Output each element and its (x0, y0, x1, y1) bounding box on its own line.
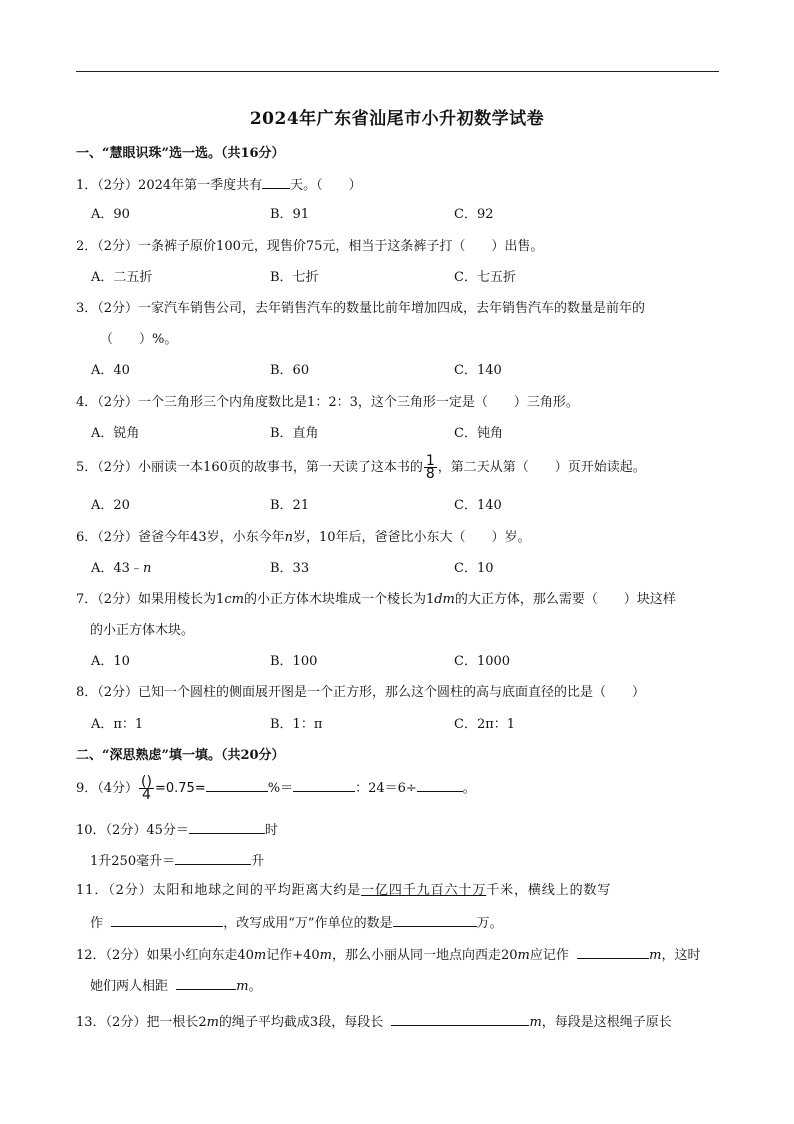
q5-option-c[interactable]: C．140 (454, 498, 502, 513)
question-7: 7．（2分）如果用棱长为1cm的小正方体木块堆成一个棱长为1dm的大正方体，那么需要（ ）块这样 (76, 592, 676, 607)
question-3: 3．（2分）一家汽车销售公司，去年销售汽车的数量比前年增加四成，去年销售汽车的数量是前年的 (76, 301, 646, 316)
question-11: 11．（2分）太阳和地球之间的平均距离大约是一亿四千九百六十万千米，横线上的数写 (76, 883, 612, 898)
q4-option-a[interactable]: A．锐角 (91, 426, 140, 441)
q8-option-a[interactable]: A．π：1 (91, 717, 144, 732)
q6-option-c[interactable]: C．10 (454, 561, 494, 576)
q3-option-b[interactable]: B．60 (270, 363, 310, 378)
question-10-part-2: 1升250毫升＝ 升 (90, 851, 264, 871)
answer-blank[interactable] (577, 945, 649, 959)
question-11-continued: 作 ，改写成用“万”作单位的数是 万。 (90, 913, 503, 933)
answer-blank[interactable] (111, 913, 223, 927)
question-12-continued: 她们两人相距 m。 (90, 976, 262, 996)
q7-option-b[interactable]: B．100 (270, 654, 318, 669)
question-3-continued: （ ）%。 (100, 332, 178, 347)
answer-blank[interactable] (262, 175, 290, 189)
q3-option-a[interactable]: A．40 (91, 363, 130, 378)
answer-blank[interactable] (189, 820, 265, 834)
q1-option-c[interactable]: C．92 (454, 207, 494, 222)
answer-blank[interactable] (393, 913, 477, 927)
q1-option-a[interactable]: A．90 (91, 207, 130, 222)
q6-option-b[interactable]: B．33 (270, 561, 310, 576)
fraction: $\frac{1}{8}$ (425, 453, 435, 482)
question-5: 5．（2分）小丽读一本160页的故事书，第一天读了这本书的 $\frac{1}{8}$ ，第二天从第（ ）页开始读起。 (76, 453, 646, 482)
q6-option-a[interactable]: A．43﹣n (91, 561, 152, 576)
q5-option-a[interactable]: A．20 (91, 498, 130, 513)
q8-option-c[interactable]: C．2π：1 (454, 717, 516, 732)
section-2-heading: 二、“深思熟虑”填一填。（共20分） (76, 748, 285, 763)
question-10: 10．（2分）45分＝ 时 (76, 820, 278, 840)
q1-option-b[interactable]: B．91 (270, 207, 310, 222)
q2-option-b[interactable]: B．七折 (270, 270, 319, 285)
q2-option-a[interactable]: A．二五折 (91, 270, 153, 285)
q4-option-b[interactable]: B．直角 (270, 426, 319, 441)
question-4: 4．（2分）一个三角形三个内角度数比是1：2：3，这个三角形一定是（ ）三角形。 (76, 395, 579, 410)
answer-blank[interactable] (293, 778, 355, 792)
answer-blank[interactable] (391, 1012, 529, 1026)
answer-blank[interactable] (206, 778, 268, 792)
question-12: 12．（2分）如果小红向东走40m记作+40m，那么小丽从同一地点向西走20m应记作 m，这时 (76, 945, 700, 965)
underlined-number: 一亿四千九百六十万 (361, 883, 487, 898)
question-8: 8．（2分）已知一个圆柱的侧面展开图是一个正方形，那么这个圆柱的高与底面直径的比是（ ） (76, 685, 646, 700)
q5-option-b[interactable]: B．21 (270, 498, 310, 513)
answer-blank[interactable] (176, 976, 236, 990)
q8-option-b[interactable]: B．1：π (270, 717, 323, 732)
question-7-continued: 的小正方体木块。 (90, 623, 195, 638)
header-rule (76, 71, 719, 72)
question-9: 9．（4分） $\frac{()}{4}$ =0.75= %＝ ：24＝6÷ 。 (76, 774, 476, 803)
q2-option-c[interactable]: C．七五折 (454, 270, 516, 285)
section-1-heading: 一、“慧眼识珠”选一选。（共16分） (76, 146, 285, 161)
question-13: 13．（2分）把一根长2m的绳子平均截成3段，每段长 m，每段是这根绳子原长 (76, 1012, 672, 1032)
page-title: 2024年广东省汕尾市小升初数学试卷 (249, 109, 545, 129)
q7-option-a[interactable]: A．10 (91, 654, 130, 669)
question-2: 2．（2分）一条裤子原价100元，现售价75元，相当于这条裤子打（ ）出售。 (76, 239, 544, 254)
q4-option-c[interactable]: C．钝角 (454, 426, 503, 441)
q7-option-c[interactable]: C．1000 (454, 654, 511, 669)
answer-blank[interactable] (175, 851, 251, 865)
question-1: 1．（2分）2024年第一季度共有 天。（ ） (76, 175, 362, 195)
answer-blank[interactable] (417, 778, 463, 792)
fraction: $\frac{()}{4}$ (141, 774, 152, 803)
question-6: 6．（2分）爸爸今年43岁，小东今年n岁，10年后，爸爸比小东大（ ）岁。 (76, 530, 531, 545)
q3-option-c[interactable]: C．140 (454, 363, 502, 378)
